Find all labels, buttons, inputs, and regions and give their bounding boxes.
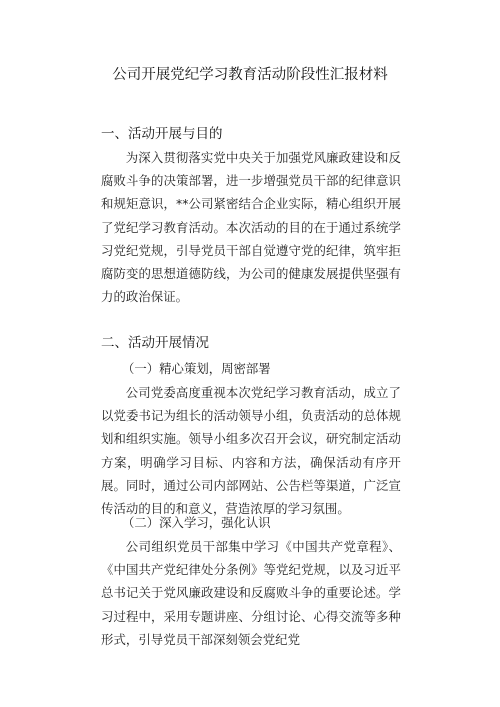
subsection-1-title: （一）精心策划，周密部署 xyxy=(122,361,271,376)
section-2-heading: 二、活动开展情况 xyxy=(101,335,209,351)
subsection-2-paragraph: 公司组织党员干部集中学习《中国共产党章程》、《中国共产党纪律处分条例》等党纪党规，以及习近平总书记关于党风廉政建设和反腐败斗争的重要论述。学习过程中，采用专题讲座、分组讨论、心得交流等多种形式，引导党员干部深刻领会党纪党 xyxy=(101,539,401,647)
section-1-heading: 一、活动开展与目的 xyxy=(101,126,223,142)
document-title: 公司开展党纪学习教育活动阶段性汇报材料 xyxy=(112,67,388,83)
subsection-1-paragraph: 公司党委高度重视本次党纪学习教育活动，成立了以党委书记为组长的活动领导小组，负责活动的总体规划和组织实施。领导小组多次召开会议，研究制定活动方案，明确学习目标、内容和方法，确保活动有序开展。同时，通过公司内部网站、公告栏等渠道，广泛宣传活动的目的和意义，营造浓厚的学习氛围。 xyxy=(101,385,401,517)
section-1-paragraph: 为深入贯彻落实党中央关于加强党风廉政建设和反腐败斗争的决策部署，进一步增强党员干部的纪律意识和规矩意识，**公司紧密结合企业实际，精心组织开展了党纪学习教育活动。本次活动的目的在于通过系统学习党纪党规，引导党员干部自觉遵守党的纪律，筑牢拒腐防变的思想道德防线，为公司的健康发展提供坚强有力的政治保证。 xyxy=(101,150,401,305)
subsection-2-title: （二）深入学习，强化认识 xyxy=(122,515,271,530)
